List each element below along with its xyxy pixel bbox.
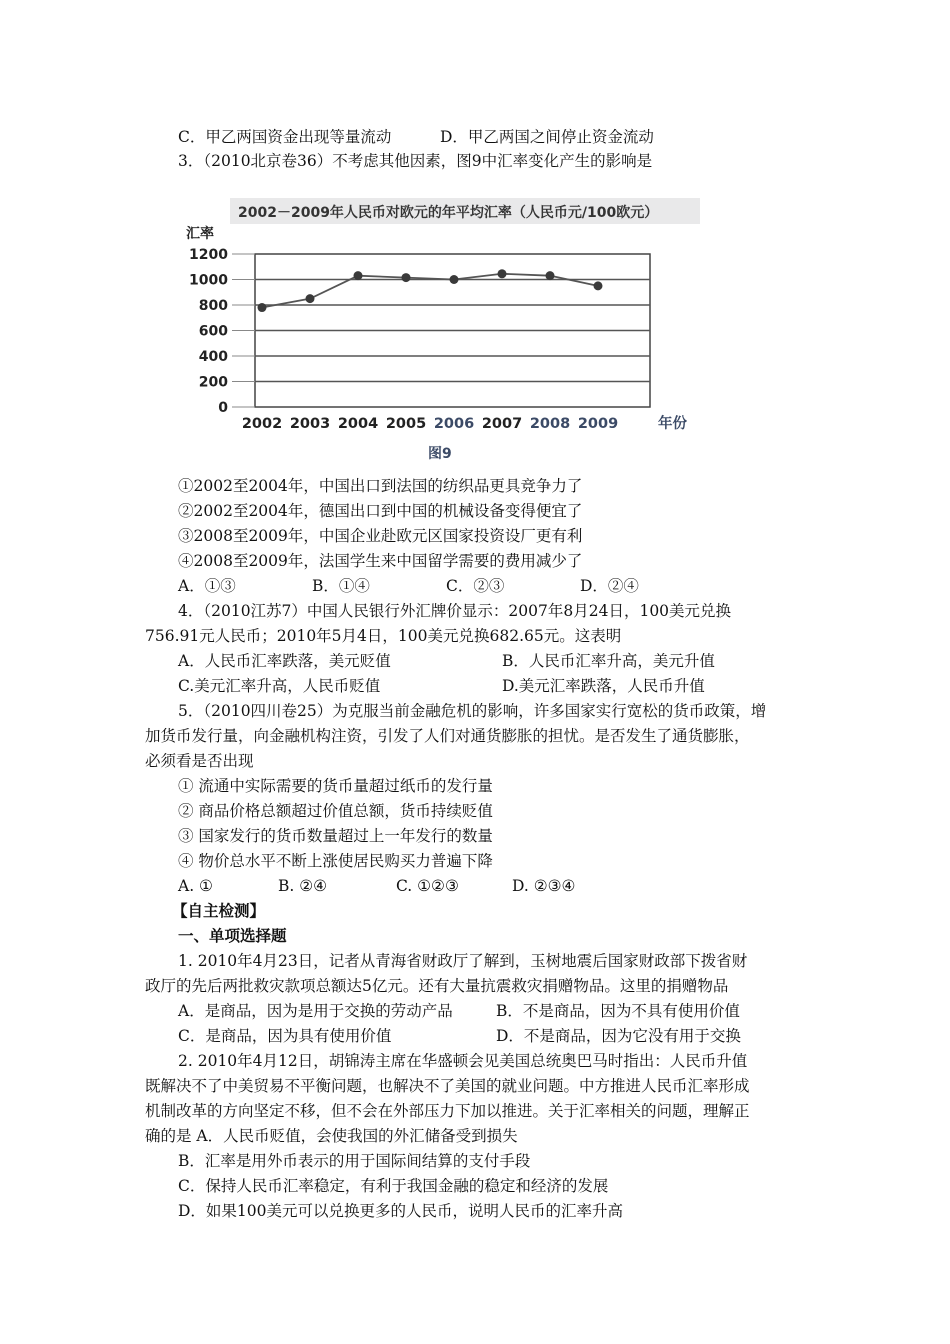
q2-option-d: D．甲乙两国之间停止资金流动 [440,128,654,146]
chart-y-tick-label: 800 [198,298,228,314]
s2-option-c: C．保持人民币汇率稳定，有利于我国金融的稳定和经济的发展 [178,1177,609,1195]
q4-choice-a: A．人民币汇率跌落，美元贬值 [178,652,391,670]
q5-statement-1: ① 流通中实际需要的货币量超过纸币的发行量 [178,777,493,795]
s2-option-d: D．如果100美元可以兑换更多的人民币，说明人民币的汇率升高 [178,1202,624,1220]
chart-y-axis-label: 汇率 [186,226,214,242]
s1-choice-c: C．是商品，因为具有使用价值 [178,1027,392,1045]
chart-y-tick-label: 200 [198,374,228,391]
chart-y-tick-label: 0 [218,400,228,416]
q4-choice-b: B．人民币汇率升高，美元升值 [502,652,715,670]
chart-x-tick-label: 2007 [481,416,523,432]
q4-choice-d: D.美元汇率跌落，人民币升值 [502,677,705,695]
chart-svg [180,192,700,467]
chart-data-point [306,294,315,303]
q3-choice-b: B．①④ [312,577,370,595]
chart-x-ticks [242,416,618,432]
chart-data-point [402,273,411,282]
exchange-rate-chart [180,192,700,467]
q3-statement-4: ④2008至2009年，法国学生来中国留学需要的费用减少了 [178,552,583,570]
q3-statement-3: ③2008至2009年，中国企业赴欧元区国家投资设厂更有利 [178,527,583,545]
q5-statement-4: ④ 物价总水平不断上涨使居民购买力普遍下降 [178,852,493,870]
chart-y-tick-label: 600 [198,323,228,340]
q5-statement-3: ③ 国家发行的货币数量超过上一年发行的数量 [178,827,493,845]
section-heading-single-choice: 一、单项选择题 [178,926,287,945]
q3-choice-c: C．②③ [446,577,505,595]
section-heading-self-check: 【自主检测】 [172,901,266,920]
chart-x-tick-label: 2009 [577,416,619,432]
chart-figure-caption: 图9 [428,446,452,462]
chart-data-point [354,271,363,280]
chart-data-point [258,303,267,312]
s2-stem-line-3: 机制改革的方向坚定不移，但不会在外部压力下加以推进。关于汇率相关的问题，理解正 [145,1102,750,1120]
s1-stem-line-2: 政厅的先后两批救灾款项总额达5亿元。还有大量抗震救灾捐赠物品。这里的捐赠物品 [145,977,729,995]
q3-choice-a: A．①③ [178,577,236,595]
chart-x-tick-label: 2002 [241,416,283,432]
chart-y-tick-label: 400 [198,349,228,365]
q4-stem-line-1: 4．（2010江苏7）中国人民银行外汇牌价显示：2007年8月24日，100美元兑换 [178,602,732,620]
q5-stem-line-2: 加货币发行量，向金融机构注资，引发了人们对通货膨胀的担忧。是否发生了通货膨胀， [145,727,750,745]
q4-choice-c: C.美元汇率升高，人民币贬值 [178,677,381,695]
s1-choice-d: D．不是商品，因为它没有用于交换 [496,1027,741,1045]
q4-stem-line-2: 756.91元人民币；2010年5月4日，100美元兑换682.65元。这表明 [145,627,622,645]
s2-stem-line-2: 既解决不了中美贸易不平衡问题，也解决不了美国的就业问题。中方推进人民币汇率形成 [145,1077,750,1095]
q2-option-c: C．甲乙两国资金出现等量流动 [178,128,392,146]
chart-x-tick-label: 2004 [337,416,379,432]
q3-statement-1: ①2002至2004年，中国出口到法国的纺织品更具竞争力了 [178,477,583,495]
s2-stem-line-4: 确的是 A．人民币贬值，会使我国的外汇储备受到损失 [145,1127,518,1145]
s2-option-b: B．汇率是用外币表示的用于国际间结算的支付手段 [178,1152,531,1170]
chart-data-point [450,275,459,284]
q5-choice-c: C. ①②③ [396,877,459,895]
q3-choice-d: D．②④ [580,577,639,595]
q5-choice-a: A. ① [178,877,213,895]
chart-data-point [498,269,507,278]
s1-choice-a: A．是商品，因为是用于交换的劳动产品 [178,1002,453,1020]
chart-data-point [546,271,555,280]
s2-stem-line-1: 2. 2010年4月12日，胡锦涛主席在华盛顿会见美国总统奥巴马时指出：人民币升值 [178,1052,748,1070]
chart-x-tick-label: 2005 [385,416,427,432]
q5-choice-d: D. ②③④ [512,877,576,895]
q3-stem: 3．（2010北京卷36）不考虑其他因素，图9中汇率变化产生的影响是 [178,152,653,170]
chart-y-ticks [189,247,255,416]
chart-x-tick-label: 2006 [433,416,475,432]
q3-statement-2: ②2002至2004年，德国出口到中国的机械设备变得便宜了 [178,502,583,520]
chart-y-tick-label: 1000 [189,272,228,289]
chart-data-point [594,281,603,290]
chart-x-tick-label: 2003 [289,416,331,432]
q5-statement-2: ② 商品价格总额超过价值总额，货币持续贬值 [178,802,493,820]
chart-y-tick-label: 1200 [189,247,228,263]
q5-stem-line-1: 5．（2010四川卷25）为克服当前金融危机的影响，许多国家实行宽松的货币政策，增 [178,702,767,720]
s1-stem-line-1: 1. 2010年4月23日，记者从青海省财政厅了解到，玉树地震后国家财政部下拨省财 [178,952,748,970]
chart-x-tick-label: 2008 [529,416,571,432]
chart-x-axis-label: 年份 [658,416,687,432]
q5-stem-line-3: 必须看是否出现 [145,752,254,770]
s1-choice-b: B．不是商品，因为不具有使用价值 [496,1002,740,1020]
q5-choice-b: B. ②④ [278,877,328,895]
chart-title: 2002－2009年人民币对欧元的年平均汇率（人民币元/100欧元） [238,205,659,221]
